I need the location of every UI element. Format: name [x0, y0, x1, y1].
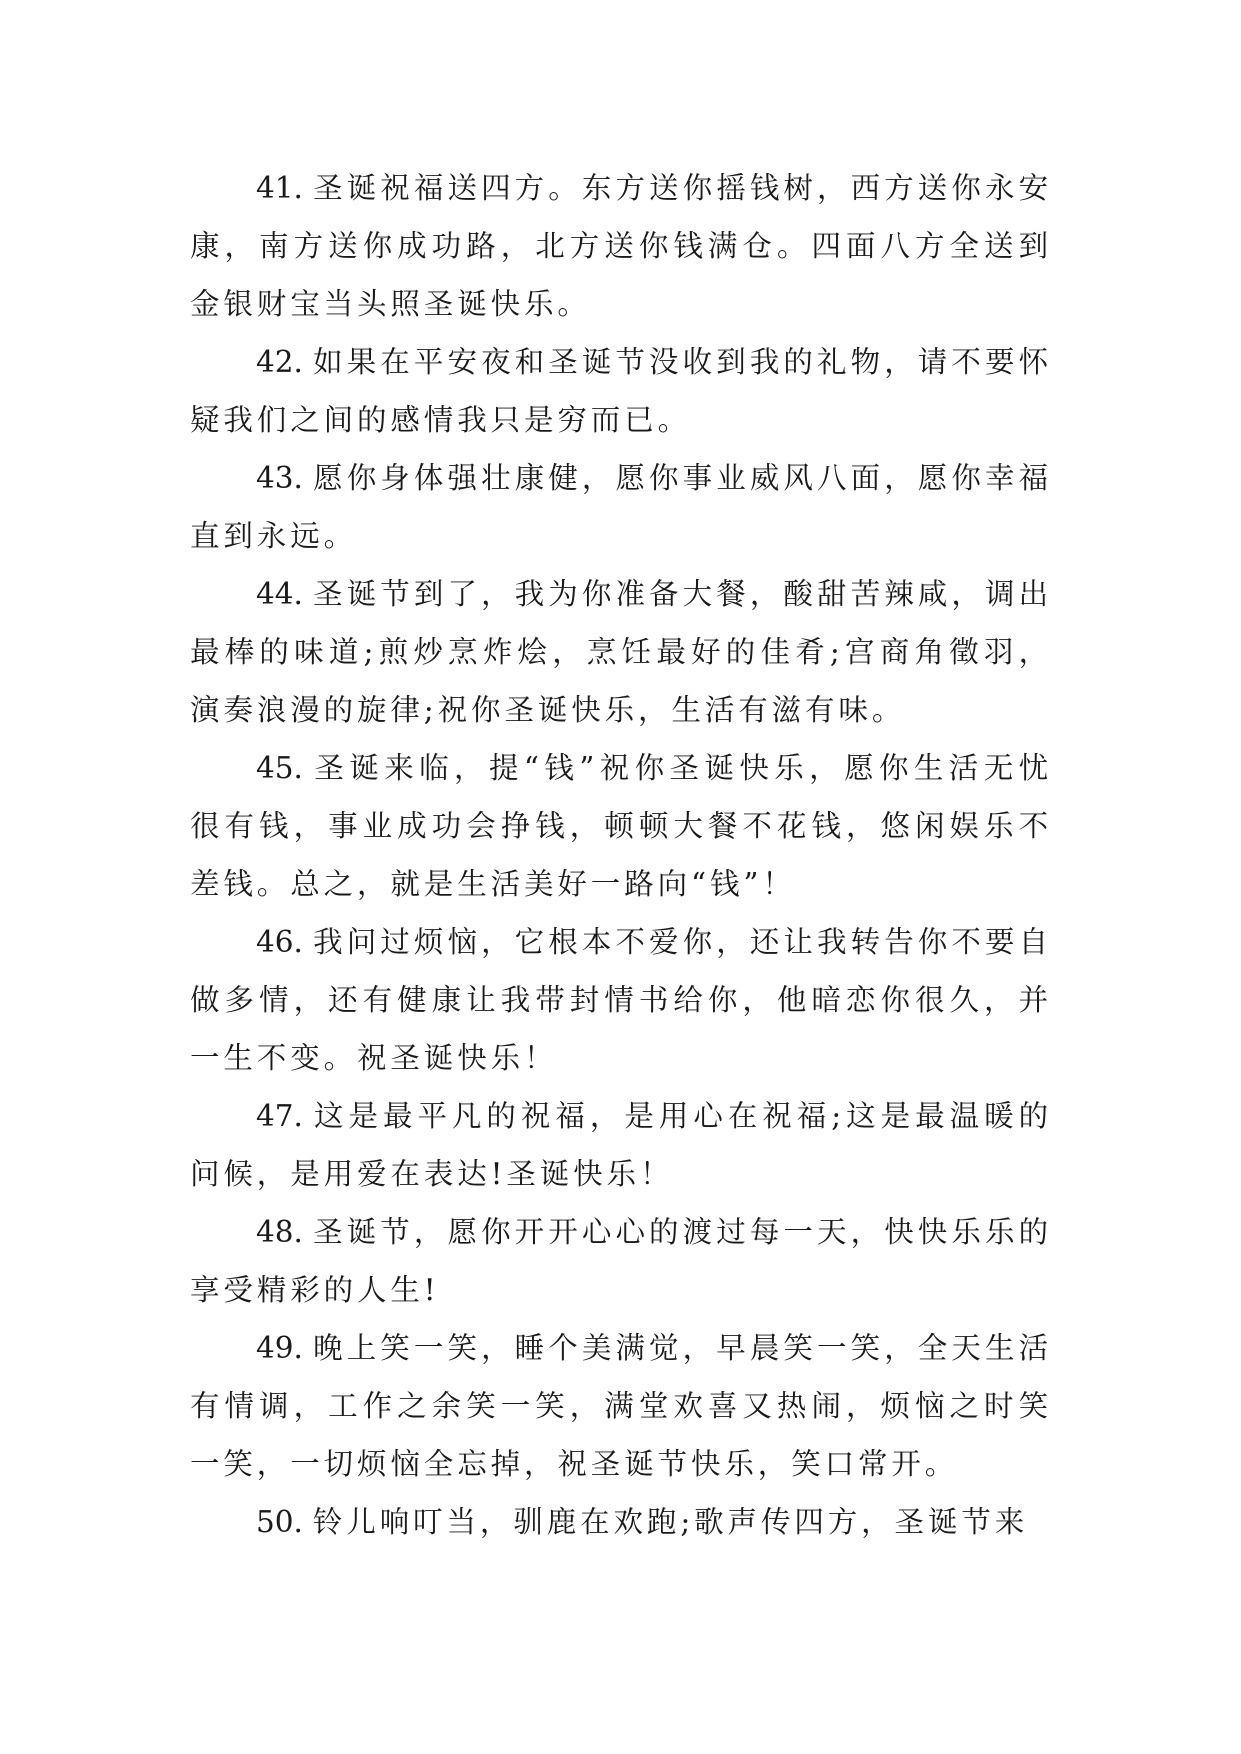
item-text: 圣诞来临，提“钱”祝你圣诞快乐，愿你生活无忧很有钱，事业成功会挣钱，顿顿大餐不花钱，悠闲娱乐不差钱。总之，就是生活美好一路向“钱”！ [190, 751, 1052, 901]
item-text: 如果在平安夜和圣诞节没收到我的礼物，请不要怀疑我们之间的感情我只是穷而已。 [190, 345, 1052, 437]
item-text: 圣诞祝福送四方。东方送你摇钱树，西方送你永安康，南方送你成功路，北方送你钱满仓。四面八方全送到金银财宝当头照圣诞快乐。 [190, 171, 1052, 321]
item-number: 49. [256, 1331, 303, 1365]
item-number: 44. [256, 577, 303, 611]
list-item [190, 1319, 1052, 1493]
item-number: 46. [256, 925, 303, 959]
item-text: 铃儿响叮当，驯鹿在欢跑;歌声传四方，圣诞节来 [312, 1505, 1029, 1539]
item-text: 愿你身体强壮康健，愿你事业威风八面，愿你幸福直到永远。 [190, 461, 1052, 553]
item-number: 50. [256, 1505, 303, 1539]
document-body [190, 159, 1052, 1551]
item-text: 这是最平凡的祝福，是用心在祝福;这是最温暖的问候，是用爱在表达!圣诞快乐！ [190, 1099, 1052, 1191]
item-text: 圣诞节到了，我为你准备大餐，酸甜苦辣咸，调出最棒的味道;煎炒烹炸烩，烹饪最好的佳肴;宫商角徵羽，演奏浪漫的旋律;祝你圣诞快乐，生活有滋有味。 [190, 577, 1052, 727]
item-number: 43. [256, 461, 303, 495]
list-item [190, 159, 1052, 333]
item-text: 我问过烦恼，它根本不爱你，还让我转告你不要自做多情，还有健康让我带封情书给你，他暗恋你很久，并一生不变。祝圣诞快乐！ [190, 925, 1052, 1075]
item-number: 41. [256, 171, 303, 205]
item-number: 48. [256, 1215, 303, 1249]
list-item [190, 739, 1052, 913]
item-text: 圣诞节，愿你开开心心的渡过每一天，快快乐乐的享受精彩的人生! [190, 1215, 1052, 1307]
list-item [190, 1087, 1052, 1203]
list-item [190, 1203, 1052, 1319]
list-item [190, 333, 1052, 449]
item-number: 45. [256, 751, 303, 785]
list-item [190, 913, 1052, 1087]
item-number: 42. [256, 345, 303, 379]
list-item [190, 449, 1052, 565]
item-text: 晚上笑一笑，睡个美满觉，早晨笑一笑，全天生活有情调，工作之余笑一笑，满堂欢喜又热闹，烦恼之时笑一笑，一切烦恼全忘掉，祝圣诞节快乐，笑口常开。 [190, 1331, 1052, 1481]
list-item [190, 565, 1052, 739]
item-number: 47. [256, 1099, 303, 1133]
list-item [190, 1493, 1052, 1551]
